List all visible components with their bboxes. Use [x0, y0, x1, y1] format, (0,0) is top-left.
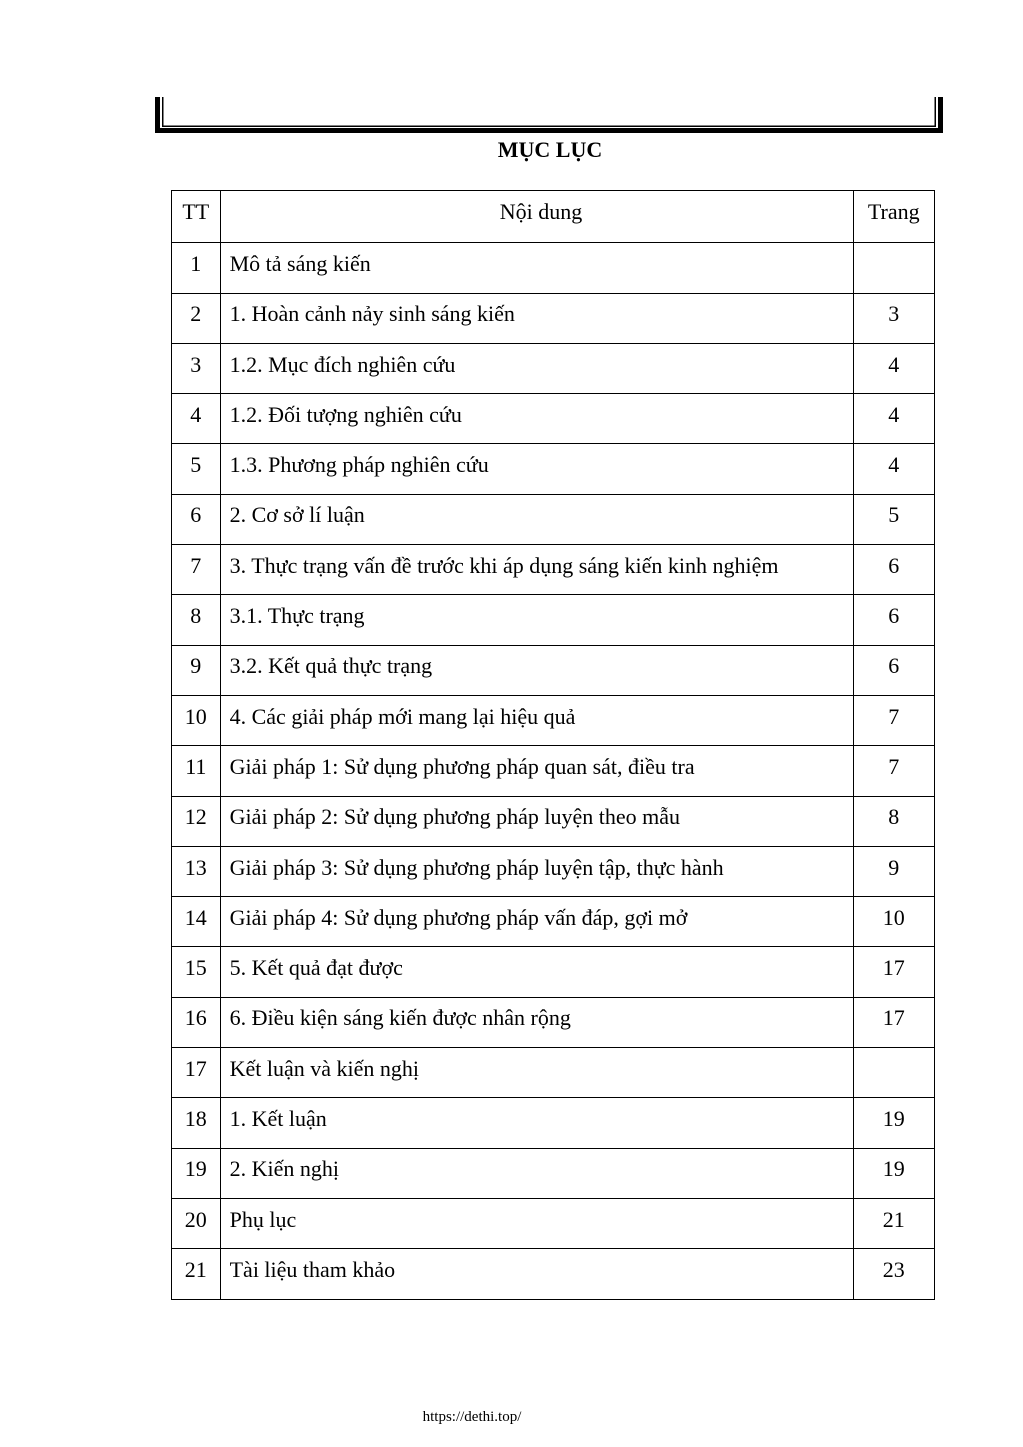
table-row — [172, 444, 935, 494]
row-content: 1. Kết luận — [220, 1098, 853, 1148]
row-number: 11 — [172, 746, 221, 796]
row-page: 8 — [853, 796, 935, 846]
row-content: 2. Cơ sở lí luận — [220, 494, 853, 544]
table-row — [172, 1098, 935, 1148]
row-number: 7 — [172, 545, 221, 595]
row-content: Mô tả sáng kiến — [220, 243, 853, 293]
row-page: 7 — [853, 746, 935, 796]
page-title: MỤC LỤC — [497, 137, 603, 162]
table-row — [172, 1148, 935, 1198]
row-content: 3. Thực trạng vấn đề trước khi áp dụng sáng kiến kinh nghiệm — [220, 545, 853, 595]
row-page: 6 — [853, 645, 935, 695]
row-content: 3.2. Kết quả thực trạng — [220, 645, 853, 695]
row-number: 17 — [172, 1048, 221, 1098]
row-content: Giải pháp 3: Sử dụng phương pháp luyện tập, thực hành — [220, 846, 853, 896]
header-content: Nội dung — [220, 191, 853, 243]
row-content: 1.2. Mục đích nghiên cứu — [220, 343, 853, 393]
row-page: 17 — [853, 947, 935, 997]
row-number: 12 — [172, 796, 221, 846]
row-number: 16 — [172, 997, 221, 1047]
row-page: 21 — [853, 1198, 935, 1248]
row-page: 10 — [853, 897, 935, 947]
row-page — [853, 1048, 935, 1098]
row-page: 4 — [853, 444, 935, 494]
row-content: 5. Kết quả đạt được — [220, 947, 853, 997]
row-number: 9 — [172, 645, 221, 695]
row-content: 3.1. Thực trạng — [220, 595, 853, 645]
toc-table — [171, 190, 935, 1300]
row-content: Phụ lục — [220, 1198, 853, 1248]
table-row — [172, 846, 935, 896]
table-row — [172, 997, 935, 1047]
row-number: 8 — [172, 595, 221, 645]
header-tt: TT — [172, 191, 221, 243]
row-number: 15 — [172, 947, 221, 997]
row-number: 6 — [172, 494, 221, 544]
row-page: 19 — [853, 1148, 935, 1198]
row-page: 4 — [853, 343, 935, 393]
table-row — [172, 545, 935, 595]
row-page: 4 — [853, 394, 935, 444]
row-content: Kết luận và kiến nghị — [220, 1048, 853, 1098]
table-row — [172, 394, 935, 444]
row-page: 3 — [853, 293, 935, 343]
row-number: 3 — [172, 343, 221, 393]
row-page: 7 — [853, 695, 935, 745]
table-row — [172, 947, 935, 997]
table-row — [172, 746, 935, 796]
row-number: 1 — [172, 243, 221, 293]
row-number: 14 — [172, 897, 221, 947]
row-content: 1.3. Phương pháp nghiên cứu — [220, 444, 853, 494]
table-row — [172, 494, 935, 544]
table-row — [172, 1249, 935, 1299]
footer-url: https://dethi.top/ — [422, 1409, 522, 1425]
page-border-frame — [155, 97, 943, 133]
row-content: Giải pháp 1: Sử dụng phương pháp quan sát, điều tra — [220, 746, 853, 796]
row-content: 2. Kiến nghị — [220, 1148, 853, 1198]
table-row — [172, 645, 935, 695]
row-page: 6 — [853, 595, 935, 645]
row-content: Giải pháp 4: Sử dụng phương pháp vấn đáp, gợi mở — [220, 897, 853, 947]
row-page: 9 — [853, 846, 935, 896]
row-number: 21 — [172, 1249, 221, 1299]
row-number: 13 — [172, 846, 221, 896]
table-row — [172, 695, 935, 745]
table-row — [172, 595, 935, 645]
row-page: 23 — [853, 1249, 935, 1299]
row-content: 1.2. Đối tượng nghiên cứu — [220, 394, 853, 444]
table-row — [172, 1048, 935, 1098]
table-row — [172, 796, 935, 846]
row-number: 19 — [172, 1148, 221, 1198]
table-row — [172, 1198, 935, 1248]
row-number: 20 — [172, 1198, 221, 1248]
table-row — [172, 293, 935, 343]
row-page: 5 — [853, 494, 935, 544]
row-content: Tài liệu tham khảo — [220, 1249, 853, 1299]
row-number: 10 — [172, 695, 221, 745]
row-number: 2 — [172, 293, 221, 343]
row-page: 19 — [853, 1098, 935, 1148]
row-content: 4. Các giải pháp mới mang lại hiệu quả — [220, 695, 853, 745]
toc-body — [172, 243, 935, 1299]
row-content: 1. Hoàn cảnh nảy sinh sáng kiến — [220, 293, 853, 343]
row-content: 6. Điều kiện sáng kiến được nhân rộng — [220, 997, 853, 1047]
row-number: 5 — [172, 444, 221, 494]
table-row — [172, 897, 935, 947]
table-header-row — [172, 191, 935, 243]
row-number: 4 — [172, 394, 221, 444]
row-page — [853, 243, 935, 293]
row-number: 18 — [172, 1098, 221, 1148]
table-row — [172, 243, 935, 293]
header-page: Trang — [853, 191, 935, 243]
table-row — [172, 343, 935, 393]
row-page: 6 — [853, 545, 935, 595]
row-page: 17 — [853, 997, 935, 1047]
row-content: Giải pháp 2: Sử dụng phương pháp luyện theo mẫu — [220, 796, 853, 846]
